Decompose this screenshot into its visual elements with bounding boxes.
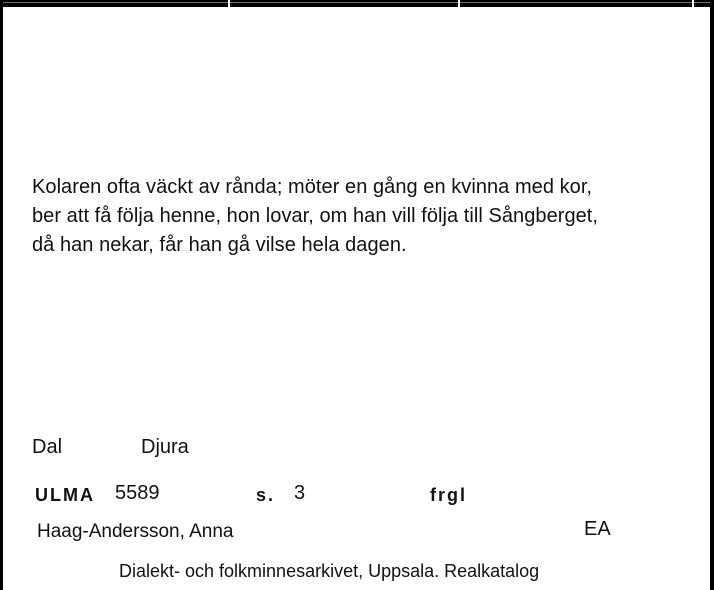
socken-field: Djura xyxy=(141,436,189,458)
record-text xyxy=(32,173,702,260)
border-tick-mark xyxy=(458,0,460,7)
landskap-field: Dal xyxy=(32,436,63,458)
card-left-border xyxy=(0,0,3,590)
card-right-border xyxy=(710,0,714,590)
record-text-line: ber att få följa henne, hon lovar, om han vill följa till Sångberget, xyxy=(32,205,599,227)
archive-number: 5589 xyxy=(115,482,160,504)
card-top-border-line xyxy=(0,2,714,3)
record-text-line: då han nekar, får han gå vilse hela dagen. xyxy=(32,234,407,256)
archive-footer: Dialekt- och folkminnesarkivet, Uppsala. Realkatalog xyxy=(119,561,540,581)
border-tick-mark xyxy=(692,0,694,7)
record-text-line: Kolaren ofta väckt av rånda; möter en gång en kvinna med kor, xyxy=(32,176,593,198)
category-code: frgl xyxy=(430,485,467,505)
page-number: 3 xyxy=(294,482,306,504)
border-tick-mark xyxy=(228,0,230,7)
archive-label: ULMA xyxy=(35,485,95,505)
page-label: s. xyxy=(256,485,276,505)
code-field: EA xyxy=(584,518,611,540)
collector-name: Haag-Andersson, Anna xyxy=(37,521,234,542)
